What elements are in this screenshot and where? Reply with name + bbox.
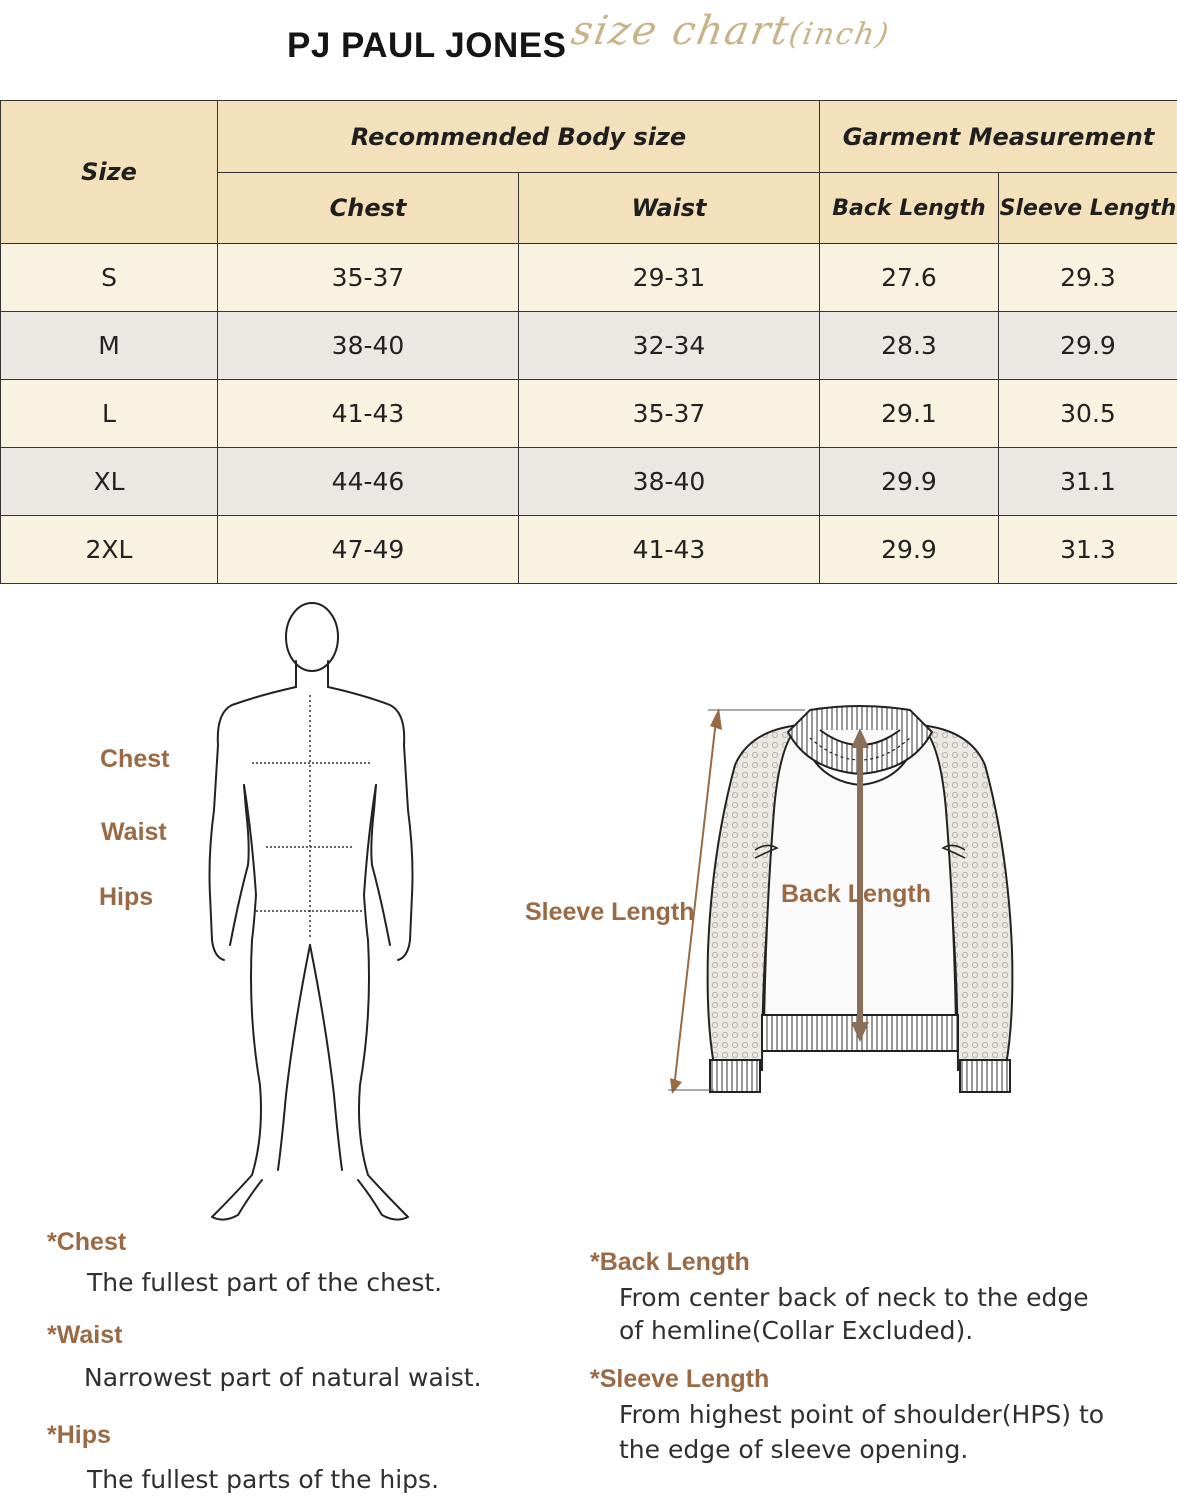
measurement-diagrams: [0, 585, 1177, 1235]
waist-cell: 41-43: [519, 516, 820, 584]
size-cell: L: [1, 380, 218, 448]
back-length-cell: 29.1: [820, 380, 999, 448]
sleeve-length-cell: 30.5: [999, 380, 1177, 448]
size-cell: XL: [1, 448, 218, 516]
back-length-note-title: *Back Length: [590, 1248, 750, 1276]
sleeve-length-diagram-label: Sleeve Length: [525, 898, 695, 926]
garment-group-header: Garment Measurement: [820, 101, 1177, 173]
chest-note-title: *Chest: [47, 1228, 127, 1256]
chart-title: [568, 8, 895, 54]
table-row: [1, 448, 1177, 516]
chart-title-text: size chart: [567, 8, 795, 54]
size-cell: M: [1, 312, 218, 380]
sleeve-length-cell: 29.9: [999, 312, 1177, 380]
waist-cell: 29-31: [519, 244, 820, 312]
size-table: [0, 100, 1177, 584]
body-size-group-header: Recommended Body size: [218, 101, 820, 173]
chest-cell: 38-40: [218, 312, 519, 380]
waist-cell: 38-40: [519, 448, 820, 516]
size-cell: 2XL: [1, 516, 218, 584]
table-row: [1, 244, 1177, 312]
brand-name: PJ PAUL JONES: [287, 26, 567, 65]
sleeve-length-cell: 31.3: [999, 516, 1177, 584]
sleeve-length-note-title: *Sleeve Length: [590, 1365, 770, 1393]
size-cell: S: [1, 244, 218, 312]
chest-note-text: The fullest part of the chest.: [87, 1268, 443, 1297]
body-figure-illustration: [190, 595, 450, 1235]
page-header: [0, 0, 1177, 100]
back-length-cell: 28.3: [820, 312, 999, 380]
table-header-row: [1, 101, 1177, 173]
hips-note-title: *Hips: [47, 1421, 111, 1449]
unit-label: (inch): [786, 17, 893, 52]
back-length-note-line1: From center back of neck to the edge: [619, 1283, 1089, 1312]
back-length-cell: 27.6: [820, 244, 999, 312]
back-length-cell: 29.9: [820, 448, 999, 516]
waist-column-header: Waist: [519, 173, 820, 244]
table-row: [1, 380, 1177, 448]
chest-diagram-label: Chest: [100, 745, 170, 773]
waist-note-text: Narrowest part of natural waist.: [84, 1363, 482, 1392]
jacket-illustration: [650, 690, 1070, 1130]
sleeve-length-note-line2: the edge of sleeve opening.: [619, 1435, 969, 1464]
sleeve-length-column-header: Sleeve Length: [999, 173, 1177, 244]
chest-cell: 47-49: [218, 516, 519, 584]
back-length-cell: 29.9: [820, 516, 999, 584]
hips-note-text: The fullest parts of the hips.: [87, 1465, 440, 1494]
chest-cell: 44-46: [218, 448, 519, 516]
waist-cell: 35-37: [519, 380, 820, 448]
sleeve-length-note-line1: From highest point of shoulder(HPS) to: [619, 1400, 1105, 1429]
chest-cell: 41-43: [218, 380, 519, 448]
size-column-header: Size: [1, 101, 218, 244]
waist-cell: 32-34: [519, 312, 820, 380]
back-length-column-header: Back Length: [820, 173, 999, 244]
waist-note-title: *Waist: [47, 1321, 123, 1349]
sleeve-length-cell: 31.1: [999, 448, 1177, 516]
hips-diagram-label: Hips: [99, 883, 154, 911]
table-row: [1, 312, 1177, 380]
table-row: [1, 516, 1177, 584]
back-length-diagram-label: Back Length: [781, 880, 932, 908]
sleeve-length-cell: 29.3: [999, 244, 1177, 312]
chest-cell: 35-37: [218, 244, 519, 312]
chest-column-header: Chest: [218, 173, 519, 244]
waist-diagram-label: Waist: [101, 818, 167, 846]
back-length-note-line2: of hemline(Collar Excluded).: [619, 1316, 974, 1345]
